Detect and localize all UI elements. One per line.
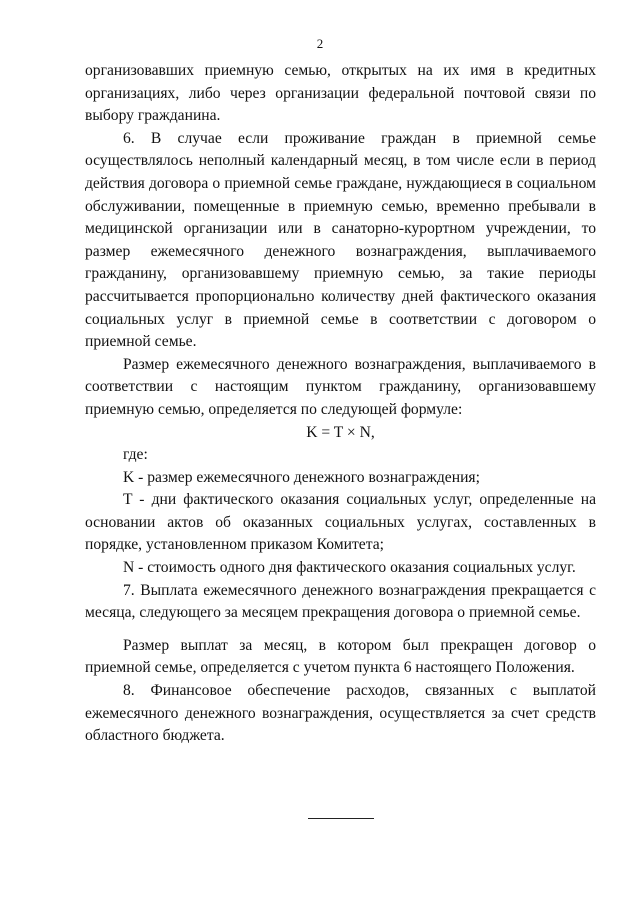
- formula: K = T × N,: [306, 423, 375, 441]
- paragraph-clause-8: 8. Финансовое обеспечение расходов, связанных с выплатой ежемесячного денежного вознаграждения, осуществляется за счет средств областного бюджета.: [85, 682, 596, 745]
- paragraph-formula-intro: Размер ежемесячного денежного вознаграждения, выплачиваемого в соответствии с настоящим пунктом гражданину, организовавшему приемную семью, определяется по следующей формуле:: [85, 355, 596, 418]
- paragraph-clause-7: 7. Выплата ежемесячного денежного вознаграждения прекращается с месяца, следующего за месяцем прекращения договора о приемной семье.: [85, 581, 596, 622]
- formula-where-label: где:: [123, 446, 148, 464]
- page-number: 2: [316, 36, 324, 51]
- paragraph-clause-6: 6. В случае если проживание граждан в приемной семье осуществлялось неполный календарный месяц, в том числе если в период действия договора о приемной семье граждане, нуждающиеся в социальном обслуживании, помещенные в приемную семью, временно пребывали в медицинской организации или в санаторно-курортном учреждении, то размер ежемесячного денежного вознаграждения, выплачиваемого гражданину, организовавшему приемную семью, за такие периоды рассчитывается пропорционально количеству дней фактического оказания социальных услуг в приемной семье в соответствии с договором о приемной семье.: [85, 129, 596, 351]
- paragraph-continuation: организовавших приемную семью, открытых на их имя в кредитных организациях, либо через организации федеральной почтовой связи по выбору гражданина.: [85, 62, 596, 125]
- formula-definition-t: T - дни фактического оказания социальных услуг, определенные на основании актов об оказанных социальных услугах, составленных в порядке, установленном приказом Комитета;: [85, 491, 596, 554]
- document-body: [85, 60, 596, 748]
- end-separator-line: [308, 818, 374, 819]
- formula-definition-k: K - размер ежемесячного денежного вознаграждения;: [123, 468, 480, 486]
- paragraph-payment-size: Размер выплат за месяц, в котором был прекращен договор о приемной семье, определяется с учетом пункта 6 настоящего Положения.: [85, 636, 596, 677]
- formula-definition-n: N - стоимость одного дня фактического оказания социальных услуг.: [123, 559, 576, 577]
